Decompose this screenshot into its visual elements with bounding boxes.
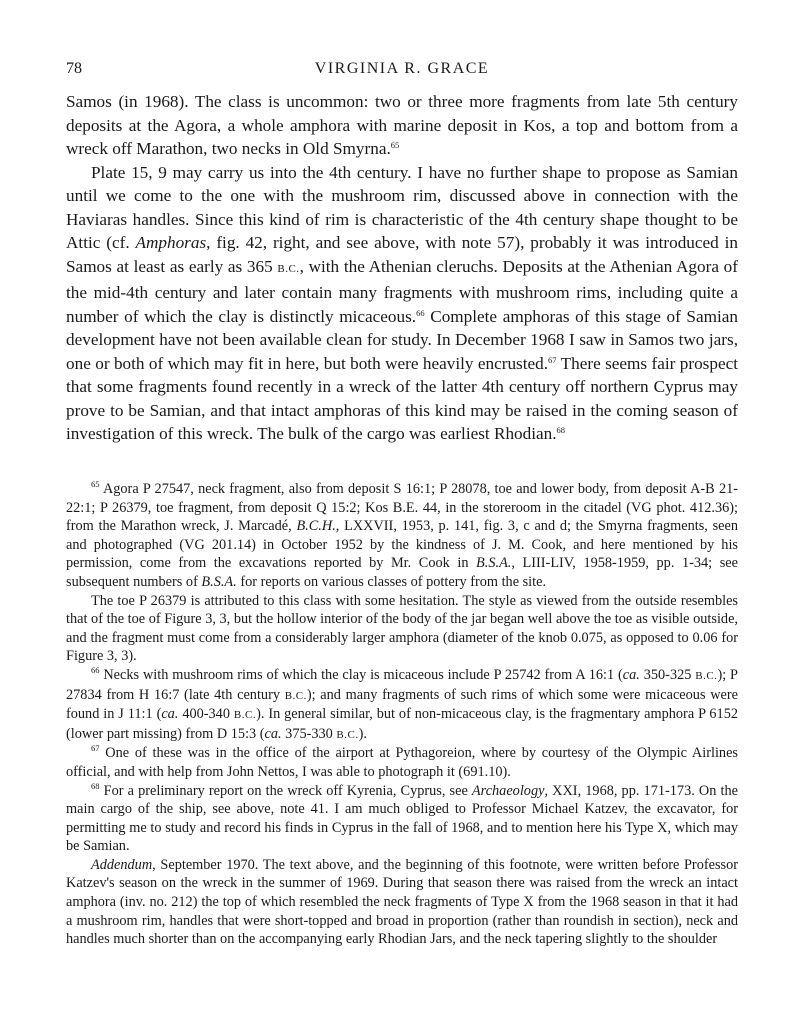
italic-title: B.C.H.	[296, 518, 336, 535]
text-run: Complete amphoras of this stage of Samian development have not been available clean for study. In December 1968 I saw in Samos two jars, one or both of which may fit in here, but both were heavily encrusted.	[66, 306, 738, 373]
text-run: Samos (in 1968). The class is uncommon: two or three more fragments from late 5th century deposits at the Agora, a whole amphora with marine deposit in Kos, a top and bottom from a wreck off Marathon, two necks in Old Smyrna.	[66, 92, 738, 158]
footnote-65	[66, 480, 738, 592]
era-abbrev: B.C.	[233, 709, 257, 722]
era-abbrev: B.C.	[336, 728, 359, 741]
text-run: 350-325	[639, 666, 696, 683]
page-header	[66, 60, 738, 84]
era-abbrev: B.C.	[695, 669, 718, 682]
footnote-65-continued: The toe P 26379 is attributed to this class with some hesitation. The style as viewed from the outside resembles that of the toe of Figure 3, 3, but the hollow interior of the body of the jar began well above the toe as visible outside, and the fragment must come from a considerably larger amphora (diameter of the knob 0.075, as opposed to 0.06 for Figure 3, 3).	[66, 592, 738, 665]
footnote-number: 68	[91, 780, 100, 791]
text-run: , with the Athenian cleruchs. Deposits at the Athenian Agora of the mid-4th century and later contain many fragments with mushroom rims, including quite a number of which the clay is distinctly micaceous.	[66, 256, 738, 326]
text-run: , LXXVII, 1953, p. 141, fig. 3, c and d; the Smyrna fragments, seen and photographed (VG 201.14) in October 1952 by the kindness of J. M. Cook, and here mentioned by his permission, come from the excavations reported by Mr. Cook in	[66, 518, 738, 572]
body-paragraph	[66, 90, 738, 161]
footnote-68-addendum	[66, 856, 738, 949]
italic-title: B.S.A.	[201, 573, 237, 590]
footnote-ref-68[interactable]: 68	[556, 425, 566, 435]
italic-title: Amphoras	[135, 233, 207, 252]
text-run: for reports on various classes of pottery from the site.	[236, 573, 547, 590]
body-paragraph	[66, 161, 738, 446]
italic-abbrev: ca.	[161, 706, 179, 723]
italic-title: Archaeology	[471, 782, 545, 799]
text-run: Agora P 27547, neck fragment, also from deposit S 16:1; P 28078, toe and lower body, from deposit A-B 21-22:1; P 26379, toe fragment, from deposit Q 15:2; Kos B.E. 44, in the storeroom in the citadel (VG phot. 412.36); from the Marathon wreck, J. Marcadé,	[66, 481, 738, 535]
text-run: ); P 27834 from H 16:7 (late 4th century	[66, 666, 738, 703]
footnote-66	[66, 666, 738, 744]
footnote-number: 65	[91, 479, 100, 489]
text-run: Plate 15, 9 may carry us into the 4th century. I have no further shape to propose as Samian until we come to the one with the mushroom rim, discussed above in connection with the Haviaras handles. Since this kind of rim is characteristic of the 4th century shape thought to be Attic (cf.	[66, 162, 738, 252]
footnote-ref-65[interactable]: 65	[390, 140, 400, 150]
text-run: , fig. 42, right, and see above, with note 57), probably it was introduced in Samos at least as early as 365	[66, 233, 738, 276]
footnotes	[66, 480, 738, 949]
text-run: For a preliminary report on the wreck off Kyrenia, Cyprus, see	[99, 782, 472, 799]
text-run: ); and many fragments of such rims of which some were micaceous were found in J 11:1 (	[66, 686, 738, 723]
italic-abbrev: ca.	[264, 725, 282, 742]
text-run: , LIII-LIV, 1958-1959, pp. 1-34; see subsequent numbers of	[66, 555, 738, 590]
page-number: 78	[66, 60, 82, 77]
text-run: , XXI, 1968, pp. 171-173. On the main cargo of the ship, see above, note 41. I am much obliged to Professor Michael Katzev, the excavator, for permitting me to study and record his finds in Cyprus in the fall of 1968, and to mention here his Type X, which may be Samian.	[66, 782, 738, 855]
footnote-number: 67	[91, 743, 100, 754]
italic-heading: Addendum	[91, 856, 153, 873]
text-run: , September 1970. The text above, and the beginning of this footnote, were written before Professor Katzev's season on the wreck in the summer of 1969. During that season there was raised from the wreck an intact amphora (inv. no. 212) the top of which resembled the neck fragments of Type X from the 1968 season in that it had a mushroom rim, handles that were short-topped and broad in proportion (rather than roundish in section), neck and handles much shorter than on the accompanying early Rhodian Jars, and the neck tapering slightly to the shoulder	[66, 856, 738, 948]
text-run: One of these was in the office of the airport at Pythagoreion, where by courtesy of the Olympic Airlines official, and with help from John Nettos, I was able to photograph it (691.10).	[66, 745, 738, 780]
text-run: ). In general similar, but of non-micaceous clay, is the fragmentary amphora P 6152 (lower part missing) from D 15:3 (	[66, 706, 738, 742]
text-run: 400-340	[178, 706, 234, 723]
italic-title: B.S.A.	[476, 555, 512, 572]
era-abbrev: B.C.	[284, 689, 307, 702]
text-run: ).	[358, 725, 367, 742]
main-text	[66, 90, 738, 446]
italic-abbrev: ca.	[622, 666, 640, 683]
era-abbrev: B.C.	[277, 262, 300, 275]
footnote-67	[66, 744, 738, 781]
footnote-number: 66	[91, 664, 100, 675]
footnote-ref-67[interactable]: 67	[548, 354, 557, 365]
text-run: There seems fair prospect that some fragments found recently in a wreck of the latter 4th century off northern Cyprus may prove to be Samian, and that intact amphoras of this kind may be raised in the coming season of investigation of this wreck. The bulk of the cargo was earliest Rhodian.	[66, 353, 738, 443]
text-run: 375-330	[281, 725, 337, 742]
footnote-68	[66, 782, 738, 856]
footnote-ref-66[interactable]: 66	[416, 307, 425, 318]
running-head: VIRGINIA R. GRACE	[314, 60, 490, 77]
text-run: Necks with mushroom rims of which the clay is micaceous include P 25742 from A 16:1 (	[99, 666, 623, 683]
